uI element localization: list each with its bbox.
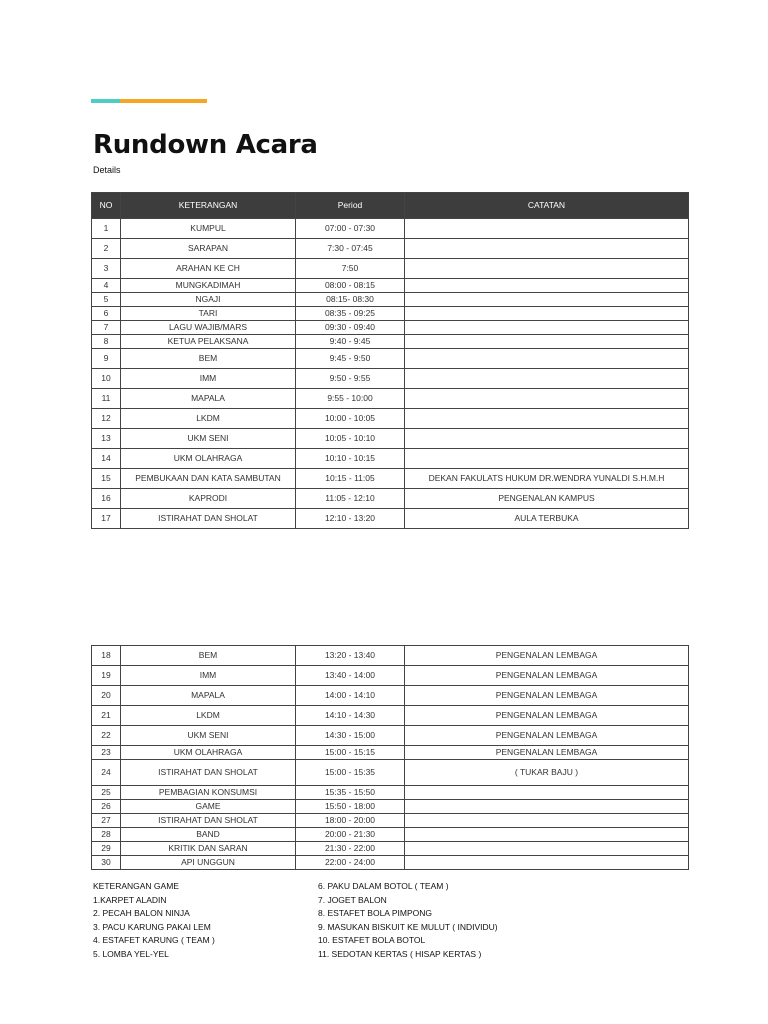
cell-catatan: PENGENALAN LEMBAGA bbox=[405, 746, 689, 760]
cell-no: 24 bbox=[92, 760, 121, 786]
cell-catatan bbox=[405, 800, 689, 814]
cell-catatan bbox=[405, 239, 689, 259]
cell-period: 21:30 - 22:00 bbox=[296, 842, 405, 856]
table-row bbox=[92, 349, 689, 369]
cell-period: 14:10 - 14:30 bbox=[296, 706, 405, 726]
column-header-catatan: CATATAN bbox=[405, 193, 689, 219]
game-note-item: 4. ESTAFET KARUNG ( TEAM ) bbox=[93, 935, 215, 946]
cell-period: 12:10 - 13:20 bbox=[296, 509, 405, 529]
cell-period: 15:00 - 15:15 bbox=[296, 746, 405, 760]
cell-period: 22:00 - 24:00 bbox=[296, 856, 405, 870]
cell-no: 3 bbox=[92, 259, 121, 279]
cell-period: 20:00 - 21:30 bbox=[296, 828, 405, 842]
table-row bbox=[92, 646, 689, 666]
cell-keterangan: ISTIRAHAT DAN SHOLAT bbox=[121, 760, 296, 786]
cell-no: 2 bbox=[92, 239, 121, 259]
cell-catatan bbox=[405, 369, 689, 389]
game-notes-left bbox=[93, 880, 215, 962]
table-row bbox=[92, 293, 689, 307]
cell-keterangan: BEM bbox=[121, 349, 296, 369]
table-row bbox=[92, 489, 689, 509]
cell-keterangan: LKDM bbox=[121, 706, 296, 726]
cell-catatan bbox=[405, 219, 689, 239]
table-row bbox=[92, 746, 689, 760]
game-notes-right bbox=[318, 880, 498, 962]
cell-no: 27 bbox=[92, 814, 121, 828]
cell-no: 15 bbox=[92, 469, 121, 489]
cell-no: 1 bbox=[92, 219, 121, 239]
game-note-item: 2. PECAH BALON NINJA bbox=[93, 908, 190, 919]
table-row bbox=[92, 409, 689, 429]
cell-keterangan: UKM SENI bbox=[121, 726, 296, 746]
table-row bbox=[92, 686, 689, 706]
game-note-item: 10. ESTAFET BOLA BOTOL bbox=[318, 935, 426, 946]
cell-no: 21 bbox=[92, 706, 121, 726]
cell-keterangan: GAME bbox=[121, 800, 296, 814]
table-header-row bbox=[92, 193, 689, 219]
game-note-item: 7. JOGET BALON bbox=[318, 894, 387, 905]
cell-period: 9:50 - 9:55 bbox=[296, 369, 405, 389]
table-row bbox=[92, 760, 689, 786]
cell-no: 16 bbox=[92, 489, 121, 509]
cell-keterangan: IMM bbox=[121, 666, 296, 686]
cell-catatan bbox=[405, 842, 689, 856]
cell-catatan bbox=[405, 259, 689, 279]
cell-catatan bbox=[405, 786, 689, 800]
table-row bbox=[92, 814, 689, 828]
table-row bbox=[92, 389, 689, 409]
table-row bbox=[92, 239, 689, 259]
game-note-item: 3. PACU KARUNG PAKAI LEM bbox=[93, 921, 211, 932]
cell-keterangan: UKM OLAHRAGA bbox=[121, 449, 296, 469]
cell-keterangan: UKM SENI bbox=[121, 429, 296, 449]
cell-catatan: PENGENALAN LEMBAGA bbox=[405, 666, 689, 686]
table-body-part-2 bbox=[92, 646, 689, 870]
cell-catatan: PENGENALAN LEMBAGA bbox=[405, 706, 689, 726]
table-row bbox=[92, 219, 689, 239]
table-body-part-1 bbox=[92, 219, 689, 529]
cell-period: 10:00 - 10:05 bbox=[296, 409, 405, 429]
game-note-item: 6. PAKU DALAM BOTOL ( TEAM ) bbox=[318, 881, 449, 891]
table-row bbox=[92, 369, 689, 389]
cell-period: 18:00 - 20:00 bbox=[296, 814, 405, 828]
cell-catatan: PENGENALAN LEMBAGA bbox=[405, 646, 689, 666]
game-note-item: 1.KARPET ALADIN bbox=[93, 894, 167, 905]
cell-period: 7:30 - 07:45 bbox=[296, 239, 405, 259]
cell-keterangan: ISTIRAHAT DAN SHOLAT bbox=[121, 814, 296, 828]
cell-catatan bbox=[405, 293, 689, 307]
table-row bbox=[92, 726, 689, 746]
cell-keterangan: MAPALA bbox=[121, 686, 296, 706]
cell-keterangan: BEM bbox=[121, 646, 296, 666]
page-title: Rundown Acara bbox=[93, 130, 318, 160]
cell-keterangan: KAPRODI bbox=[121, 489, 296, 509]
cell-period: 7:50 bbox=[296, 259, 405, 279]
table-row bbox=[92, 856, 689, 870]
cell-period: 10:05 - 10:10 bbox=[296, 429, 405, 449]
cell-keterangan: IMM bbox=[121, 369, 296, 389]
cell-catatan: ( TUKAR BAJU ) bbox=[405, 760, 689, 786]
table-row bbox=[92, 307, 689, 321]
cell-no: 12 bbox=[92, 409, 121, 429]
cell-keterangan: API UNGGUN bbox=[121, 856, 296, 870]
cell-no: 8 bbox=[92, 335, 121, 349]
cell-catatan bbox=[405, 389, 689, 409]
table-row bbox=[92, 321, 689, 335]
cell-catatan bbox=[405, 307, 689, 321]
cell-keterangan: NGAJI bbox=[121, 293, 296, 307]
cell-no: 19 bbox=[92, 666, 121, 686]
cell-period: 9:55 - 10:00 bbox=[296, 389, 405, 409]
cell-no: 22 bbox=[92, 726, 121, 746]
table-row bbox=[92, 259, 689, 279]
cell-period: 9:45 - 9:50 bbox=[296, 349, 405, 369]
table-row bbox=[92, 449, 689, 469]
cell-period: 14:30 - 15:00 bbox=[296, 726, 405, 746]
cell-catatan: PENGENALAN LEMBAGA bbox=[405, 726, 689, 746]
cell-no: 30 bbox=[92, 856, 121, 870]
table-row bbox=[92, 706, 689, 726]
cell-keterangan: UKM OLAHRAGA bbox=[121, 746, 296, 760]
cell-keterangan: MUNGKADIMAH bbox=[121, 279, 296, 293]
game-note-item: 8. ESTAFET BOLA PIMPONG bbox=[318, 908, 432, 919]
cell-catatan: DEKAN FAKULATS HUKUM DR.WENDRA YUNALDI S.H.M.H bbox=[405, 469, 689, 489]
accent-bar bbox=[91, 99, 207, 103]
cell-period: 14:00 - 14:10 bbox=[296, 686, 405, 706]
cell-keterangan: SARAPAN bbox=[121, 239, 296, 259]
cell-no: 18 bbox=[92, 646, 121, 666]
cell-period: 08:15- 08:30 bbox=[296, 293, 405, 307]
cell-no: 13 bbox=[92, 429, 121, 449]
cell-catatan: PENGENALAN KAMPUS bbox=[405, 489, 689, 509]
game-note-item: 11. SEDOTAN KERTAS ( HISAP KERTAS ) bbox=[318, 948, 482, 959]
cell-keterangan: LAGU WAJIB/MARS bbox=[121, 321, 296, 335]
cell-period: 15:35 - 15:50 bbox=[296, 786, 405, 800]
cell-catatan bbox=[405, 429, 689, 449]
accent-bar-teal bbox=[91, 99, 120, 103]
cell-period: 10:10 - 10:15 bbox=[296, 449, 405, 469]
cell-keterangan: BAND bbox=[121, 828, 296, 842]
game-note-item: 9. MASUKAN BISKUIT KE MULUT ( INDIVIDU) bbox=[318, 921, 498, 932]
rundown-table-part-2 bbox=[91, 645, 689, 870]
column-header-no: NO bbox=[92, 193, 121, 219]
cell-no: 4 bbox=[92, 279, 121, 293]
table-row bbox=[92, 828, 689, 842]
cell-period: 10:15 - 11:05 bbox=[296, 469, 405, 489]
cell-no: 29 bbox=[92, 842, 121, 856]
cell-catatan: PENGENALAN LEMBAGA bbox=[405, 686, 689, 706]
cell-keterangan: ARAHAN KE CH bbox=[121, 259, 296, 279]
cell-no: 26 bbox=[92, 800, 121, 814]
table-row bbox=[92, 842, 689, 856]
cell-catatan bbox=[405, 856, 689, 870]
cell-keterangan: ISTIRAHAT DAN SHOLAT bbox=[121, 509, 296, 529]
cell-keterangan: PEMBAGIAN KONSUMSI bbox=[121, 786, 296, 800]
cell-keterangan: LKDM bbox=[121, 409, 296, 429]
cell-catatan bbox=[405, 449, 689, 469]
cell-period: 08:35 - 09:25 bbox=[296, 307, 405, 321]
cell-no: 10 bbox=[92, 369, 121, 389]
cell-no: 20 bbox=[92, 686, 121, 706]
cell-catatan bbox=[405, 349, 689, 369]
cell-catatan bbox=[405, 321, 689, 335]
cell-catatan: AULA TERBUKA bbox=[405, 509, 689, 529]
table-row bbox=[92, 509, 689, 529]
table-row bbox=[92, 429, 689, 449]
cell-period: 15:50 - 18:00 bbox=[296, 800, 405, 814]
cell-period: 08:00 - 08:15 bbox=[296, 279, 405, 293]
cell-no: 25 bbox=[92, 786, 121, 800]
accent-bar-orange bbox=[120, 99, 207, 103]
rundown-table-part-1 bbox=[91, 192, 689, 529]
cell-catatan bbox=[405, 279, 689, 293]
cell-keterangan: PEMBUKAAN DAN KATA SAMBUTAN bbox=[121, 469, 296, 489]
cell-catatan bbox=[405, 335, 689, 349]
cell-no: 6 bbox=[92, 307, 121, 321]
cell-no: 14 bbox=[92, 449, 121, 469]
cell-catatan bbox=[405, 814, 689, 828]
notes-heading: KETERANGAN GAME bbox=[93, 881, 179, 891]
table-row bbox=[92, 335, 689, 349]
cell-catatan bbox=[405, 409, 689, 429]
cell-period: 07:00 - 07:30 bbox=[296, 219, 405, 239]
cell-keterangan: KUMPUL bbox=[121, 219, 296, 239]
cell-period: 13:40 - 14:00 bbox=[296, 666, 405, 686]
cell-period: 15:00 - 15:35 bbox=[296, 760, 405, 786]
cell-no: 5 bbox=[92, 293, 121, 307]
column-header-keterangan: KETERANGAN bbox=[121, 193, 296, 219]
cell-no: 28 bbox=[92, 828, 121, 842]
page-subtitle: Details bbox=[93, 165, 121, 175]
cell-no: 7 bbox=[92, 321, 121, 335]
table-row bbox=[92, 279, 689, 293]
cell-no: 23 bbox=[92, 746, 121, 760]
cell-no: 9 bbox=[92, 349, 121, 369]
table-row bbox=[92, 469, 689, 489]
cell-period: 11:05 - 12:10 bbox=[296, 489, 405, 509]
table-row bbox=[92, 786, 689, 800]
cell-no: 17 bbox=[92, 509, 121, 529]
column-header-period: Period bbox=[296, 193, 405, 219]
table-row bbox=[92, 800, 689, 814]
cell-no: 11 bbox=[92, 389, 121, 409]
cell-keterangan: KETUA PELAKSANA bbox=[121, 335, 296, 349]
table-row bbox=[92, 666, 689, 686]
cell-keterangan: MAPALA bbox=[121, 389, 296, 409]
cell-period: 09:30 - 09:40 bbox=[296, 321, 405, 335]
cell-keterangan: KRITIK DAN SARAN bbox=[121, 842, 296, 856]
cell-period: 13:20 - 13:40 bbox=[296, 646, 405, 666]
game-note-item: 5. LOMBA YEL-YEL bbox=[93, 948, 169, 959]
cell-catatan bbox=[405, 828, 689, 842]
cell-period: 9:40 - 9:45 bbox=[296, 335, 405, 349]
cell-keterangan: TARI bbox=[121, 307, 296, 321]
